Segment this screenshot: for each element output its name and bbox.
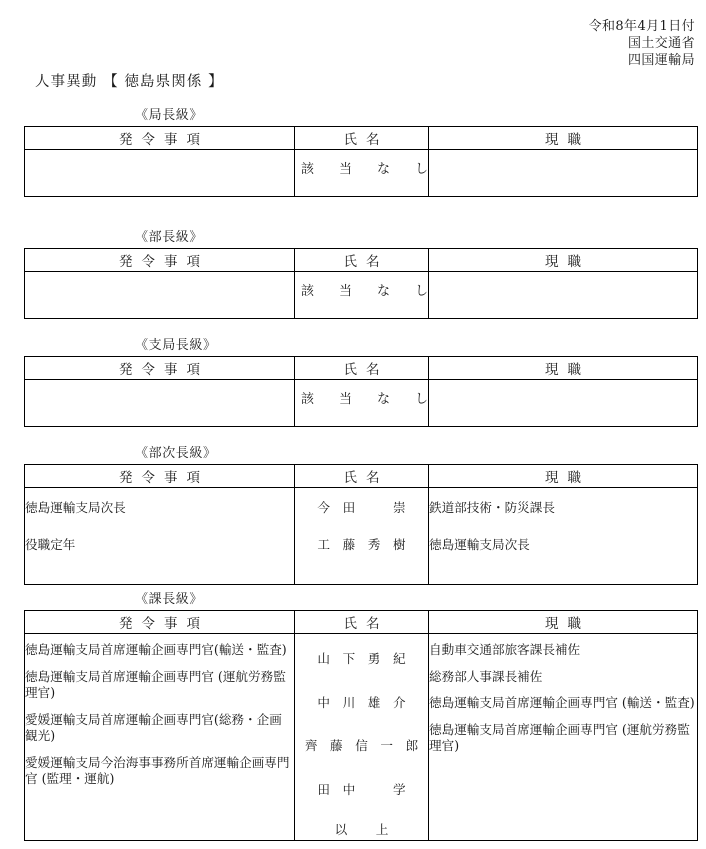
cell-order	[25, 380, 295, 427]
post-entry: 徳島運輸支局次長	[429, 536, 530, 552]
post-entry: 徳島運輸支局首席運輸企画専門官 (運航労務監理官)	[429, 721, 690, 753]
section-label: 《支局長級》	[135, 338, 217, 353]
page-title: 人事異動 【 徳島県関係 】	[35, 74, 224, 90]
column-header-post: 現職	[429, 611, 698, 634]
document-header	[589, 18, 695, 69]
cell-name: 該 当 な し	[295, 380, 429, 427]
section-label: 《課長級》	[135, 592, 204, 607]
order-entry: 徳島運輸支局首席運輸企画専門官(輸送・監査)	[25, 642, 287, 657]
cell-name	[295, 488, 429, 585]
cell-post	[429, 272, 698, 319]
column-header-name: 氏名	[295, 249, 429, 272]
cell-name: 該 当 な し	[295, 150, 429, 197]
table-row	[25, 634, 698, 841]
column-header-name: 氏名	[295, 127, 429, 150]
column-header-order: 発令事項	[25, 357, 295, 380]
cell-order	[25, 488, 295, 585]
personnel-table	[24, 464, 698, 585]
section-label: 《部次長級》	[135, 446, 217, 461]
bureau-name: 四国運輸局	[627, 53, 695, 68]
effective-date: 令和8年4月1日付	[588, 19, 695, 34]
cell-name	[295, 634, 429, 841]
order-entry: 愛媛運輸支局今治海事事務所首席運輸企画専門官 (監理・運航)	[25, 754, 290, 786]
post-entry: 徳島運輸支局首席運輸企画専門官 (輸送・監査)	[429, 695, 695, 710]
ministry-name: 国土交通省	[627, 36, 695, 51]
cell-order	[25, 150, 295, 197]
cell-post	[429, 634, 698, 841]
column-header-post: 現職	[429, 465, 698, 488]
table-header-row	[25, 357, 698, 380]
section-label: 《部長級》	[135, 230, 204, 245]
cell-post	[429, 488, 698, 585]
column-header-order: 発令事項	[25, 127, 295, 150]
table-header-row	[25, 611, 698, 634]
order-entry: 徳島運輸支局首席運輸企画専門官 (運航労務監理官)	[25, 668, 286, 700]
column-header-order: 発令事項	[25, 465, 295, 488]
personnel-table	[24, 248, 698, 319]
personnel-table	[24, 356, 698, 427]
cell-order	[25, 634, 295, 841]
table-row	[25, 272, 698, 319]
column-header-order: 発令事項	[25, 249, 295, 272]
column-header-post: 現職	[429, 127, 698, 150]
cell-post	[429, 150, 698, 197]
post-entry: 自動車交通部旅客課長補佐	[429, 642, 581, 657]
order-entry: 愛媛運輸支局首席運輸企画専門官(総務・企画観光)	[25, 711, 282, 743]
closing-note: 以 上	[334, 822, 397, 837]
table-header-row	[25, 249, 698, 272]
section-label: 《局長級》	[135, 108, 204, 123]
personnel-table	[24, 610, 698, 841]
name-entry: 齊 藤 信 一 郎	[304, 738, 419, 753]
table-row	[25, 380, 698, 427]
table-header-row	[25, 127, 698, 150]
column-header-post: 現職	[429, 357, 698, 380]
post-entry: 総務部人事課長補佐	[429, 668, 543, 684]
table-row	[25, 488, 698, 585]
name-entry: 中 川 雄 介	[317, 694, 406, 710]
cell-name: 該 当 な し	[295, 272, 429, 319]
cell-post	[429, 380, 698, 427]
column-header-name: 氏名	[295, 465, 429, 488]
name-entry: 田 中 学	[317, 781, 406, 797]
post-entry: 鉄道部技術・防災課長	[429, 500, 555, 515]
column-header-name: 氏名	[295, 357, 429, 380]
name-entry: 山 下 勇 紀	[317, 651, 406, 666]
table-header-row	[25, 465, 698, 488]
column-header-name: 氏名	[295, 611, 429, 634]
name-entry: 今 田 崇	[317, 500, 406, 515]
column-header-post: 現職	[429, 249, 698, 272]
column-header-order: 発令事項	[25, 611, 295, 634]
order-entry: 役職定年	[25, 536, 76, 552]
personnel-table	[24, 126, 698, 197]
name-entry: 工 藤 秀 樹	[317, 536, 406, 552]
cell-order	[25, 272, 295, 319]
table-row	[25, 150, 698, 197]
order-entry: 徳島運輸支局次長	[25, 500, 126, 515]
